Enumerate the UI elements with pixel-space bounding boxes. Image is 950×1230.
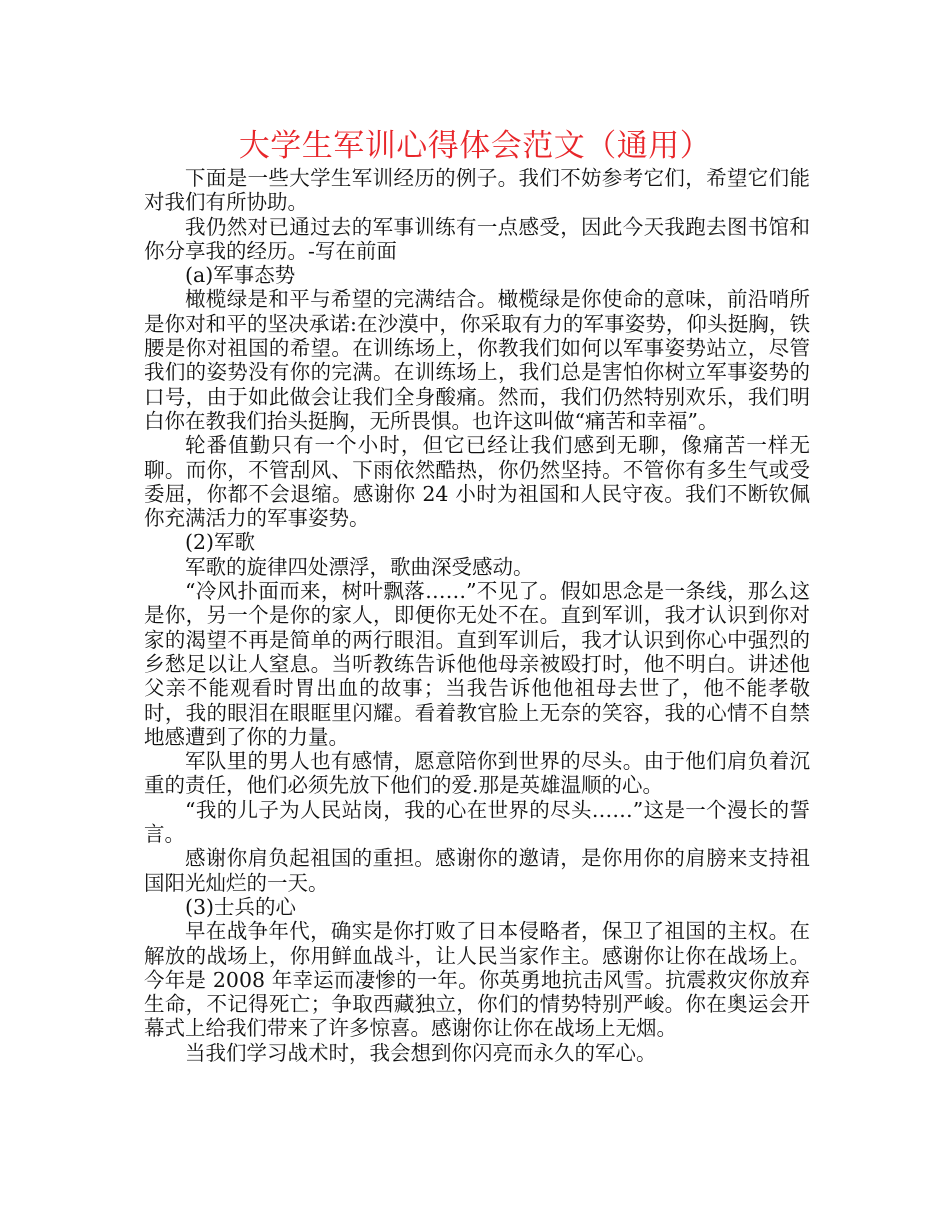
paragraph-preface: 我仍然对已通过去的军事训练有一点感受，因此今天我跑去图书馆和你分享我的经历。-写在前面	[144, 214, 810, 263]
paragraph-thanks: 感谢你肩负起祖国的重担。感谢你的邀请，是你用你的肩膀来支持祖国阳光灿烂的一天。	[144, 846, 810, 895]
paragraph-cold-wind: “冷风扑面而来，树叶飘落……”不见了。假如思念是一条线，那么这是你，另一个是你的家人，即便你无处不在。直到军训，我才认识到你对家的渴望不再是简单的两行眼泪。直到军训后，我才认识到你心中强烈的乡愁足以让人窒息。当听教练告诉他他母亲被殴打时，他不明白。讲述他父亲不能观看时胃出血的故事；当我告诉他他祖母去世了，他不能孝敬时，我的眼泪在眼眶里闪耀。看着教官脸上无奈的笑容，我的心情不自禁地感遭到了你的力量。	[144, 579, 810, 749]
paragraph-soldiers-feelings: 军队里的男人也有感情，愿意陪你到世界的尽头。由于他们肩负着沉重的责任，他们必须先放下他们的爱.那是英雄温顺的心。	[144, 749, 810, 798]
section-heading-military-song: (2)军歌	[185, 530, 256, 555]
document-title: 大学生军训心得体会范文（通用）	[238, 128, 712, 164]
paragraph-vow: “我的儿子为人民站岗，我的心在世界的尽头……”这是一个漫长的誓言。	[144, 797, 810, 847]
document-body	[144, 166, 810, 1065]
paragraph-intro: 下面是一些大学生军训经历的例子。我们不妨参考它们，希望它们能对我们有所协助。	[144, 166, 810, 215]
paragraph-duty: 轮番值勤只有一个小时，但它已经让我们感到无聊，像痛苦一样无聊。而你，不管刮风、下雨依然酷热，你仍然坚持。不管你有多生气或受委屈，你都不会退缩。感谢你 24 小时为祖国和人民守夜。我们不断钦佩你充满活力的军事姿势。	[144, 433, 810, 531]
section-heading-soldiers-heart: (3)士兵的心	[185, 894, 297, 919]
section-heading-military-posture: (a)军事态势	[185, 263, 296, 288]
paragraph-song-melody: 军歌的旋律四处漂浮，歌曲深受感动。	[185, 554, 534, 579]
paragraph-tactics: 当我们学习战术时，我会想到你闪亮而永久的军心。	[185, 1040, 657, 1065]
paragraph-olive-green: 橄榄绿是和平与希望的完满结合。橄榄绿是你使命的意味，前沿哨所是你对和平的坚决承诺:在沙漠中，你采取有力的军事姿势，仰头挺胸，铁腰是你对祖国的希望。在训练场上，你教我们如何以军事姿势站立，尽管我们的姿势没有你的完满。在训练场上，我们总是害怕你树立军事姿势的口号，由于如此做会让我们全身酸痛。然而，我们仍然特别欢乐，我们明白你在教我们抬头挺胸，无所畏惧。也许这叫做“痛苦和幸福”。	[144, 287, 810, 433]
paragraph-war-years: 早在战争年代，确实是你打败了日本侵略者，保卫了祖国的主权。在解放的战场上，你用鲜血战斗，让人民当家作主。感谢你让你在战场上。今年是 2008 年幸运而凄惨的一年。你英勇地抗击风雪。抗震救灾你放弃生命，不记得死亡；争取西藏独立，你们的情势特别严峻。你在奥运会开幕式上给我们带来了许多惊喜。感谢你让你在战场上无烟。	[144, 919, 810, 1041]
